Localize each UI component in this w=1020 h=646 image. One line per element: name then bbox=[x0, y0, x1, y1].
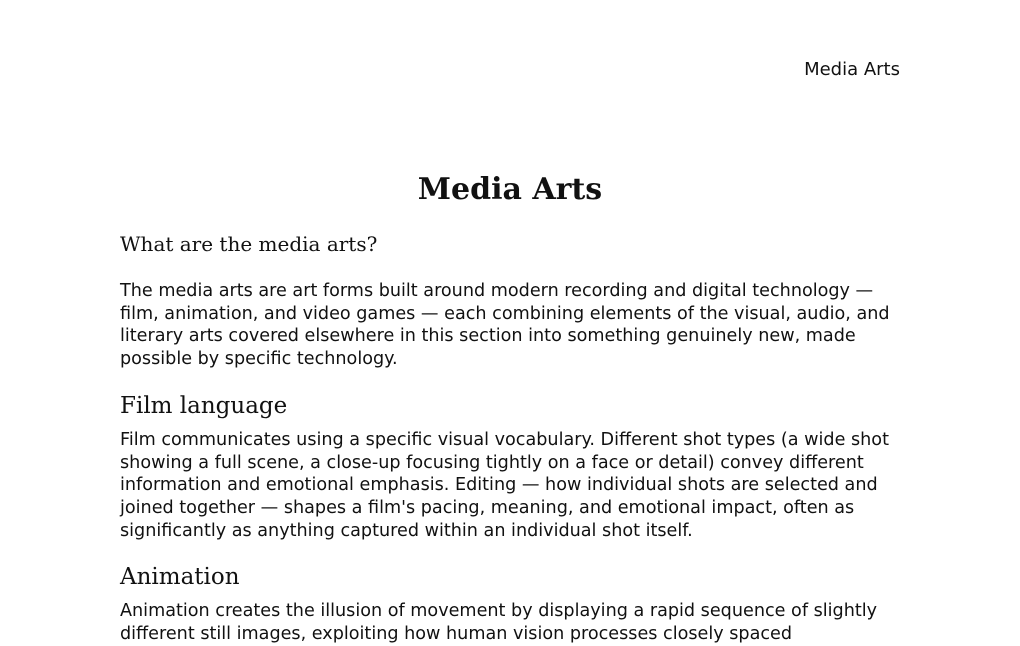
section-heading-animation: Animation bbox=[120, 564, 240, 591]
section-body-film-language: Film communicates using a specific visual vocabulary. Different shot types (a wide shot showing a full scene, a close-up focusing tightly on a face or detail) convey different information and emotional emphasis. Editing — how individual shots are selected and joined together — shapes a film's pacing, meaning, and emotional impact, often as significantly as anything captured within an individual shot itself. bbox=[120, 429, 889, 541]
page-subtitle: What are the media arts? bbox=[120, 232, 378, 256]
section-heading-film-language: Film language bbox=[120, 392, 288, 419]
section-film-language bbox=[120, 391, 900, 543]
running-header: Media Arts bbox=[804, 59, 900, 80]
intro-paragraph: The media arts are art forms built around modern recording and digital technology — film, animation, and video games — each combining elements of the visual, audio, and literary arts covered elsewhere in this section into something genuinely new, made possible by specific technology. bbox=[120, 281, 890, 370]
article-content bbox=[120, 170, 900, 646]
page-title: Media Arts bbox=[417, 172, 603, 207]
section-body-animation: Animation creates the illusion of movement by displaying a rapid sequence of slightly different still images, exploiting how human vision processes closely spaced bbox=[120, 601, 878, 645]
section-animation bbox=[120, 562, 900, 645]
